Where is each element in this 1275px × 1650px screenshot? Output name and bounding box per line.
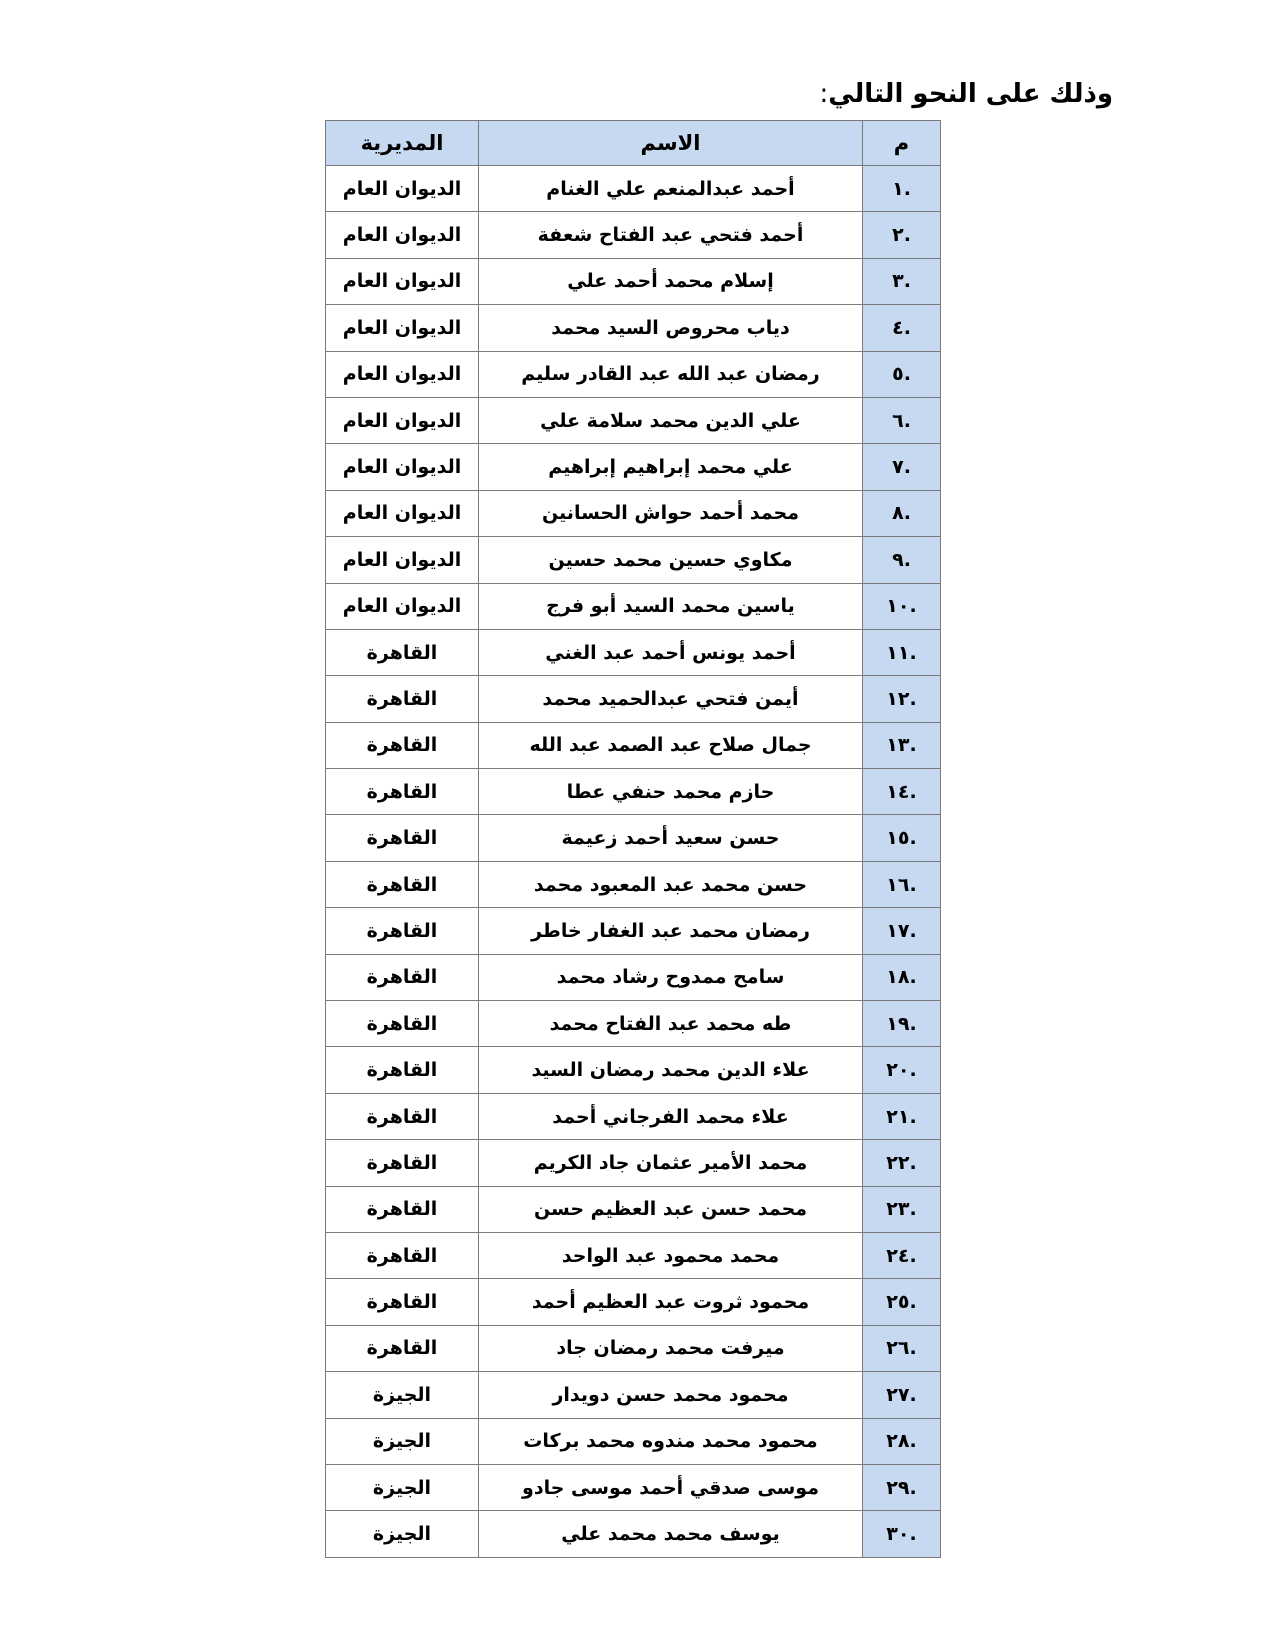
row-directorate: الديوان العام [326,258,479,304]
row-number: .٢٢ [863,1140,941,1186]
row-number: .٣٠ [863,1511,941,1557]
row-number: .٢٦ [863,1325,941,1371]
row-number: .٢٧ [863,1372,941,1418]
row-name: جمال صلاح عبد الصمد عبد الله [479,722,863,768]
row-number: .١٢ [863,676,941,722]
row-name: محمد حسن عبد العظيم حسن [479,1186,863,1232]
row-name: يوسف محمد محمد علي [479,1511,863,1557]
row-directorate: الديوان العام [326,583,479,629]
header-row [326,121,941,166]
row-number: .٢ [863,212,941,258]
row-directorate: القاهرة [326,722,479,768]
row-name: محمود محمد مندوه محمد بركات [479,1418,863,1464]
table-row [326,351,941,397]
row-number: .٦ [863,397,941,443]
table-row [326,676,941,722]
row-name: سامح ممدوح رشاد محمد [479,954,863,1000]
row-number: .١٣ [863,722,941,768]
row-name: علاء الدين محمد رمضان السيد [479,1047,863,1093]
table-row [326,537,941,583]
row-name: حسن محمد عبد المعبود محمد [479,861,863,907]
row-directorate: الديوان العام [326,212,479,258]
row-directorate: القاهرة [326,1047,479,1093]
table-row [326,1464,941,1510]
table-row [326,1140,941,1186]
row-name: محمد أحمد حواش الحسانين [479,490,863,536]
table-row [326,1093,941,1139]
table-row [326,954,941,1000]
table-row [326,1232,941,1278]
row-number: .٢٤ [863,1232,941,1278]
row-number: .١ [863,166,941,212]
row-name: حسن سعيد أحمد زعيمة [479,815,863,861]
row-number: .١١ [863,629,941,675]
row-name: رمضان عبد الله عبد القادر سليم [479,351,863,397]
row-directorate: القاهرة [326,1140,479,1186]
row-number: .٢١ [863,1093,941,1139]
row-name: موسى صدقي أحمد موسى جادو [479,1464,863,1510]
row-number: .٢٨ [863,1418,941,1464]
row-number: .٤ [863,305,941,351]
table-header [326,121,941,166]
row-directorate: القاهرة [326,1001,479,1047]
row-name: رمضان محمد عبد الغفار خاطر [479,908,863,954]
row-directorate: الديوان العام [326,444,479,490]
row-directorate: القاهرة [326,861,479,907]
table-row [326,490,941,536]
row-directorate: الجيزة [326,1511,479,1557]
row-directorate: الديوان العام [326,490,479,536]
table-row [326,583,941,629]
table-row [326,305,941,351]
row-name: ميرفت محمد رمضان جاد [479,1325,863,1371]
table-row [326,1325,941,1371]
row-number: .١٩ [863,1001,941,1047]
table-row [326,908,941,954]
row-number: .١٨ [863,954,941,1000]
row-directorate: القاهرة [326,1186,479,1232]
row-name: مكاوي حسين محمد حسين [479,537,863,583]
row-number: .٥ [863,351,941,397]
row-name: طه محمد عبد الفتاح محمد [479,1001,863,1047]
row-number: .٧ [863,444,941,490]
table-row [326,397,941,443]
header-number: م [863,121,941,166]
table-row [326,1001,941,1047]
header-directorate: المديرية [326,121,479,166]
row-name: محمد محمود عبد الواحد [479,1232,863,1278]
row-directorate: الديوان العام [326,351,479,397]
table-row [326,629,941,675]
row-directorate: القاهرة [326,1093,479,1139]
table-row [326,1047,941,1093]
header-name: الاسم [479,121,863,166]
table-row [326,212,941,258]
row-name: أحمد يونس أحمد عبد الغني [479,629,863,675]
table-row [326,258,941,304]
row-number: .١٠ [863,583,941,629]
row-number: .١٤ [863,769,941,815]
row-directorate: الديوان العام [326,166,479,212]
row-number: .٢٠ [863,1047,941,1093]
employee-table [325,120,941,1558]
row-directorate: القاهرة [326,1325,479,1371]
row-number: .٢٥ [863,1279,941,1325]
row-directorate: القاهرة [326,676,479,722]
row-directorate: الديوان العام [326,537,479,583]
row-directorate: الديوان العام [326,305,479,351]
row-name: دياب محروص السيد محمد [479,305,863,351]
table-row [326,722,941,768]
row-number: .١٥ [863,815,941,861]
row-number: .٩ [863,537,941,583]
row-directorate: القاهرة [326,769,479,815]
table-row [326,166,941,212]
row-name: علاء محمد الفرجاني أحمد [479,1093,863,1139]
row-directorate: القاهرة [326,1232,479,1278]
table-row [326,1418,941,1464]
row-directorate: الديوان العام [326,397,479,443]
row-name: حازم محمد حنفي عطا [479,769,863,815]
row-number: .٨ [863,490,941,536]
row-name: محمود ثروت عبد العظيم أحمد [479,1279,863,1325]
row-number: .٢٩ [863,1464,941,1510]
row-name: محمود محمد حسن دويدار [479,1372,863,1418]
row-name: أحمد عبدالمنعم علي الغنام [479,166,863,212]
row-directorate: القاهرة [326,954,479,1000]
table-body [326,166,941,1558]
intro-text: وذلك على النحو التالي [828,79,1113,109]
table-row [326,861,941,907]
table-row [326,1372,941,1418]
row-name: علي محمد إبراهيم إبراهيم [479,444,863,490]
table-row [326,769,941,815]
row-name: إسلام محمد أحمد علي [479,258,863,304]
row-name: أحمد فتحي عبد الفتاح شعفة [479,212,863,258]
table-row [326,815,941,861]
table-row [326,1186,941,1232]
row-number: .١٦ [863,861,941,907]
row-number: .١٧ [863,908,941,954]
row-directorate: القاهرة [326,815,479,861]
row-directorate: القاهرة [326,1279,479,1325]
row-directorate: الجيزة [326,1464,479,1510]
table-row [326,444,941,490]
table-row [326,1511,941,1557]
row-number: .٢٣ [863,1186,941,1232]
row-directorate: القاهرة [326,908,479,954]
row-directorate: الجيزة [326,1418,479,1464]
row-name: علي الدين محمد سلامة علي [479,397,863,443]
intro-heading [819,76,1113,112]
row-directorate: الجيزة [326,1372,479,1418]
row-name: ياسين محمد السيد أبو فرج [479,583,863,629]
intro-colon: : [819,79,829,109]
table-row [326,1279,941,1325]
row-name: محمد الأمير عثمان جاد الكريم [479,1140,863,1186]
row-number: .٣ [863,258,941,304]
row-name: أيمن فتحي عبدالحميد محمد [479,676,863,722]
row-directorate: القاهرة [326,629,479,675]
